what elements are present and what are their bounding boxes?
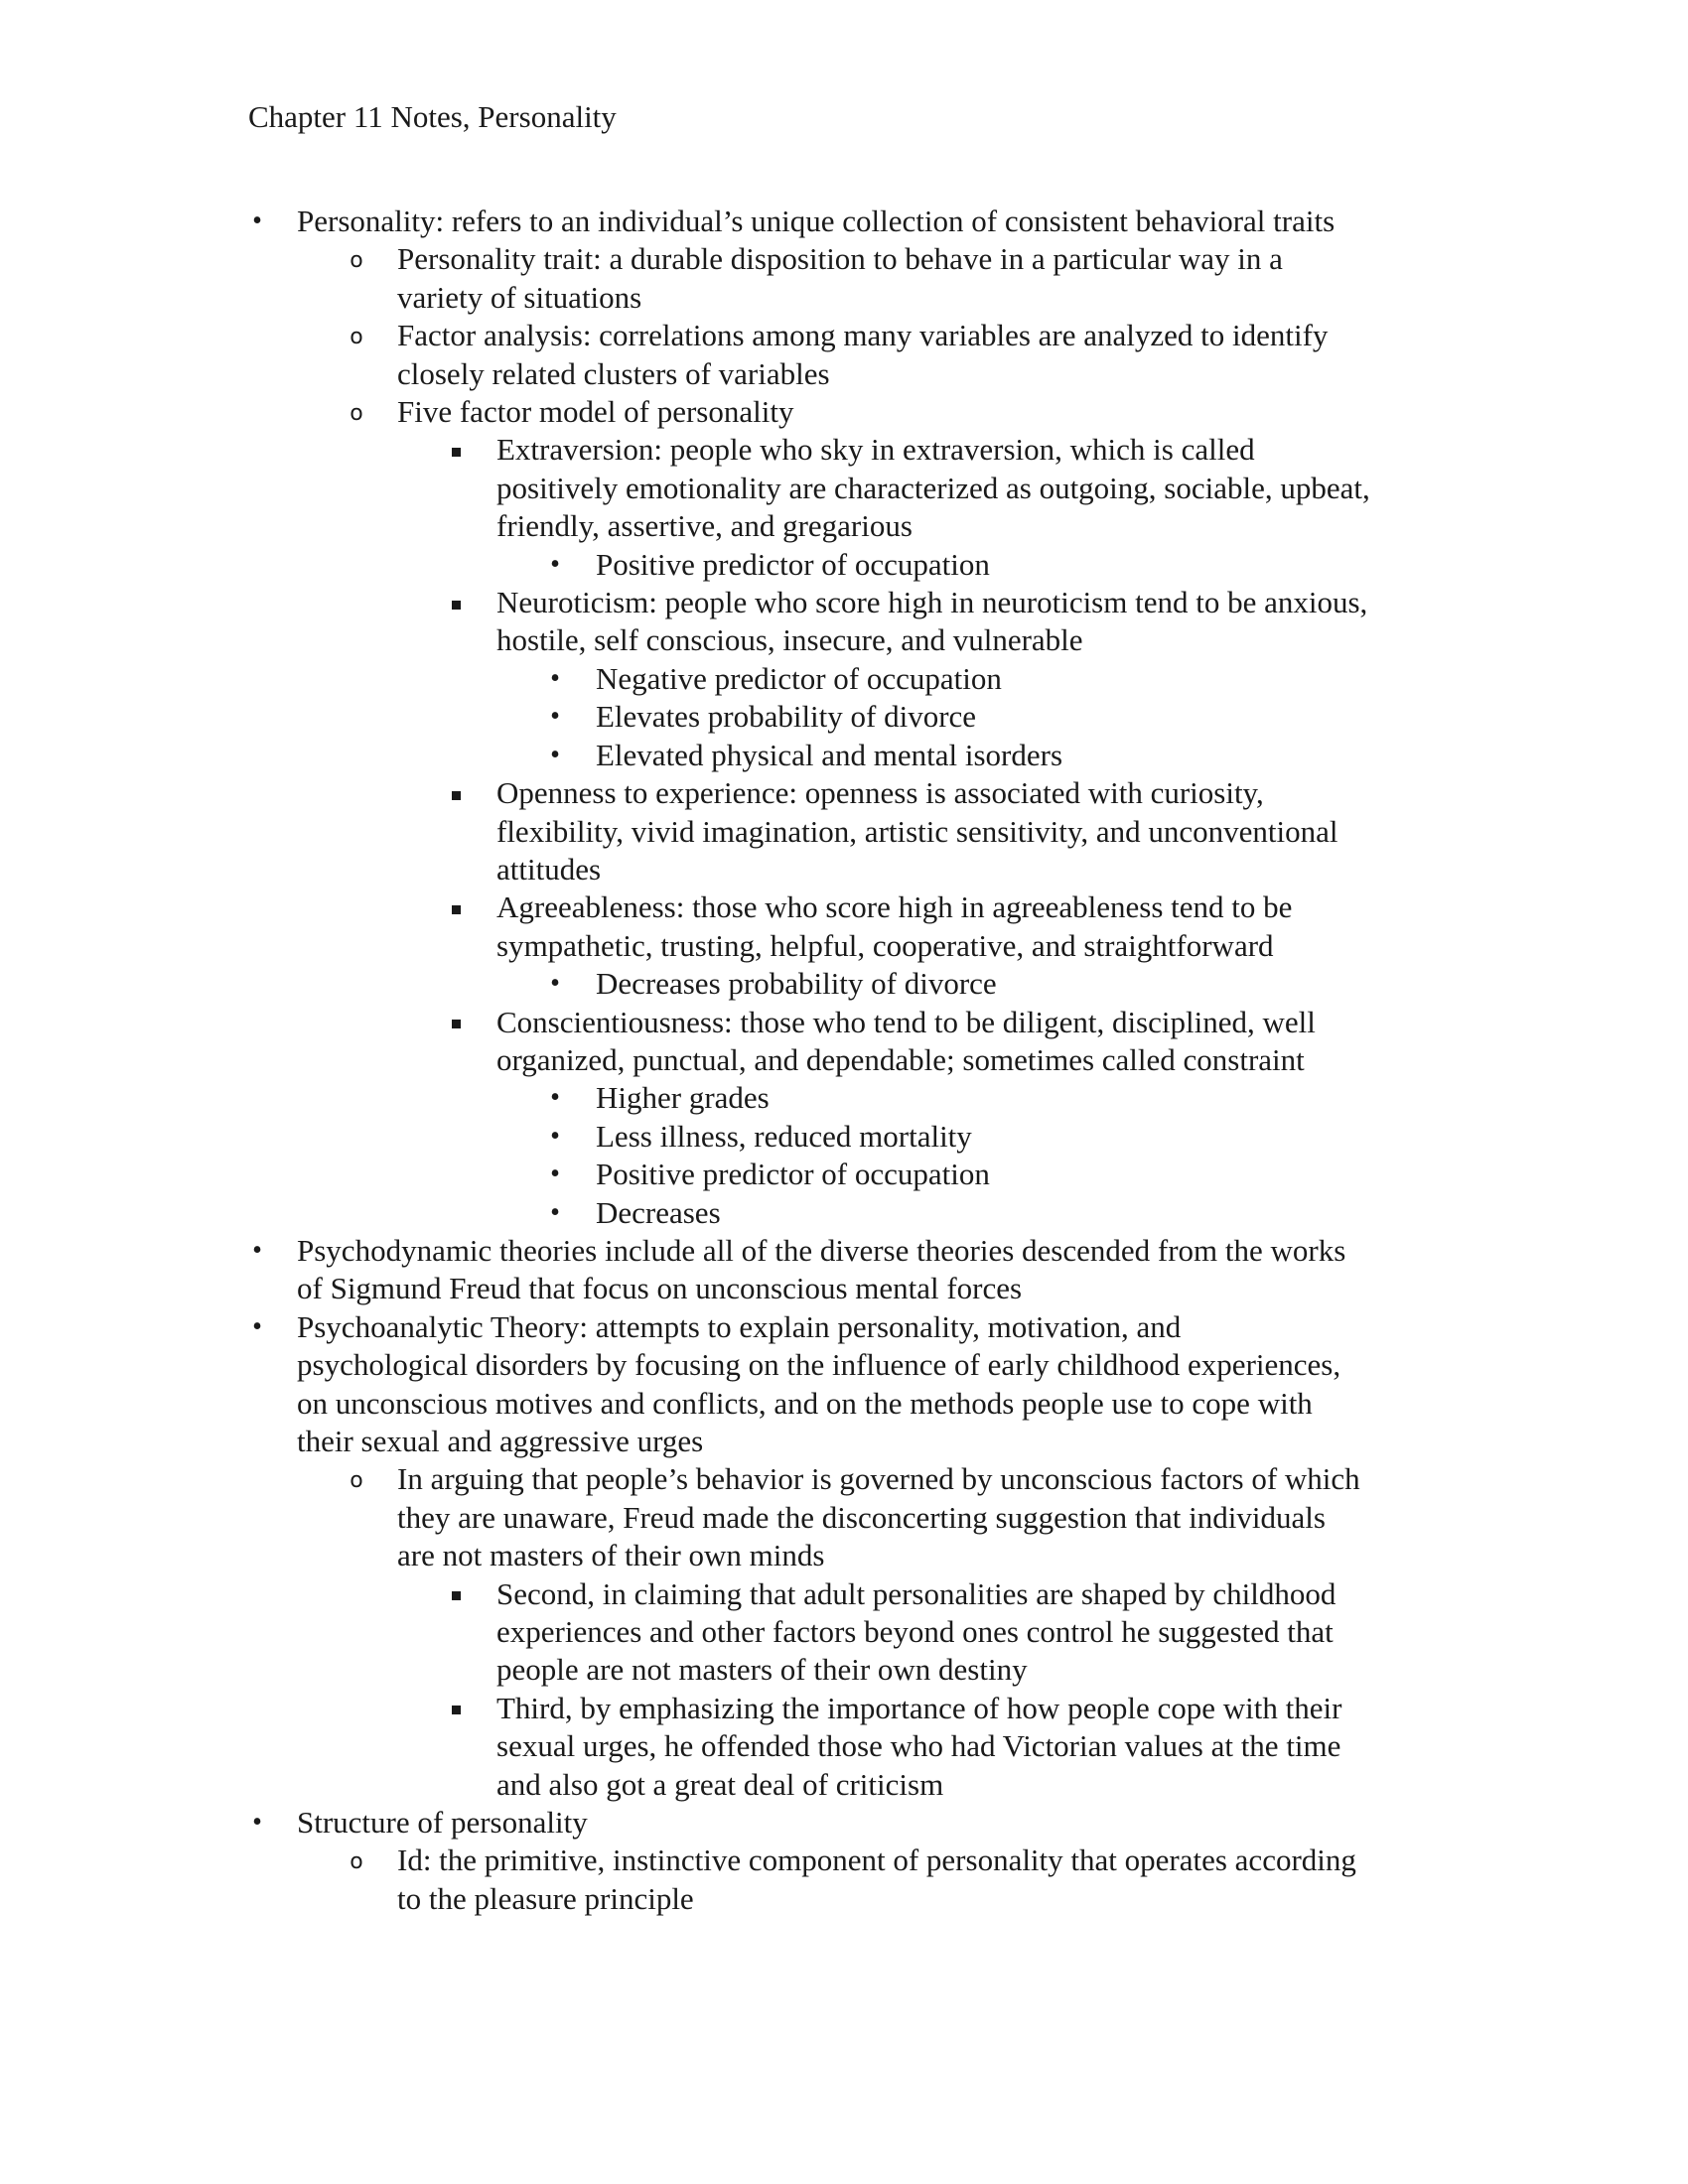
outline-line: [0, 1499, 1688, 1537]
outline-line: [0, 355, 1688, 393]
outline-line: [0, 393, 1688, 431]
outline-line-text: Five factor model of personality: [397, 394, 794, 430]
outline-line-text: Less illness, reduced mortality: [596, 1118, 972, 1154]
outline-line: [0, 1423, 1688, 1460]
outline-line-text: variety of situations: [397, 279, 642, 315]
outline-line: [0, 1804, 1688, 1842]
outline-line-text: Psychodynamic theories include all of the diverse theories descended from the works: [297, 1232, 1346, 1268]
circle-bullet-icon: [342, 1842, 371, 1881]
outline-line-text: Third, by emphasizing the importance of how people cope with their: [496, 1690, 1342, 1725]
outline-line-text: their sexual and aggressive urges: [297, 1424, 704, 1458]
outline-line-text: sexual urges, he offended those who had Victorian values at the time: [496, 1728, 1341, 1764]
dot-bullet-icon: [242, 1804, 272, 1842]
notes-outline: [0, 203, 1688, 1918]
outline-line: [0, 1385, 1688, 1423]
outline-line: [0, 698, 1688, 736]
outline-line: [0, 431, 1688, 469]
outline-line-text: Decreases: [596, 1194, 721, 1230]
outline-line: [0, 737, 1688, 774]
outline-line-text: Positive predictor of occupation: [596, 1157, 990, 1192]
outline-line: [0, 965, 1688, 1003]
outline-line-text: Extraversion: people who sky in extraversion, which is called: [496, 432, 1255, 468]
outline-line: [0, 1613, 1688, 1651]
outline-line-text: of Sigmund Freud that focus on unconscious mental forces: [297, 1271, 1023, 1306]
outline-line: [0, 774, 1688, 812]
document-title: Chapter 11 Notes, Personality: [248, 99, 617, 134]
dot-bullet-icon: [242, 203, 272, 240]
dot-bullet-icon: [540, 1194, 570, 1232]
outline-line-text: psychological disorders by focusing on the influence of early childhood experiences,: [297, 1347, 1341, 1383]
square-bullet-icon: [441, 584, 471, 621]
outline-line: [0, 1880, 1688, 1918]
outline-line-text: on unconscious motives and conflicts, and on the methods people use to cope with: [297, 1385, 1313, 1421]
outline-line: [0, 660, 1688, 698]
square-bullet-icon: [441, 431, 471, 469]
outline-line-text: closely related clusters of variables: [397, 355, 830, 391]
outline-line-text: flexibility, vivid imagination, artistic sensitivity, and unconventional: [496, 813, 1338, 849]
outline-line: [0, 1651, 1688, 1689]
outline-line-text: Elevates probability of divorce: [596, 699, 977, 735]
outline-line: [0, 1079, 1688, 1117]
outline-line-text: Positive predictor of occupation: [596, 546, 990, 582]
dot-bullet-icon: [540, 1079, 570, 1117]
circle-bullet-icon: [342, 317, 371, 356]
outline-line: [0, 1690, 1688, 1727]
square-bullet-icon: [441, 1690, 471, 1727]
outline-line: [0, 584, 1688, 621]
circle-bullet-icon: [342, 1460, 371, 1500]
outline-line: [0, 1537, 1688, 1574]
outline-line-text: Decreases probability of divorce: [596, 966, 997, 1002]
outline-line: [0, 1460, 1688, 1498]
outline-line-text: and also got a great deal of criticism: [496, 1766, 944, 1802]
outline-line: [0, 927, 1688, 965]
outline-line: [0, 621, 1688, 659]
outline-line: [0, 1194, 1688, 1232]
outline-line: [0, 1308, 1688, 1346]
dot-bullet-icon: [540, 1118, 570, 1156]
outline-line-text: Agreeableness: those who score high in agreeableness tend to be: [496, 889, 1293, 925]
dot-bullet-icon: [540, 546, 570, 584]
square-bullet-icon: [441, 1004, 471, 1041]
outline-line-text: to the pleasure principle: [397, 1880, 694, 1916]
outline-line-text: experiences and other factors beyond ones control he suggested that: [496, 1614, 1334, 1650]
circle-bullet-icon: [342, 240, 371, 280]
outline-line-text: Neuroticism: people who score high in neuroticism tend to be anxious,: [496, 585, 1368, 620]
outline-line-text: positively emotionality are characterized as outgoing, sociable, upbeat,: [496, 470, 1370, 505]
outline-line-text: are not masters of their own minds: [397, 1538, 825, 1573]
outline-line-text: Negative predictor of occupation: [596, 660, 1002, 696]
dot-bullet-icon: [540, 660, 570, 698]
outline-line: [0, 317, 1688, 354]
outline-line-text: attitudes: [496, 851, 602, 887]
outline-line-text: sympathetic, trusting, helpful, cooperative, and straightforward: [496, 927, 1274, 963]
dot-bullet-icon: [242, 1308, 272, 1346]
outline-line-text: hostile, self conscious, insecure, and vulnerable: [496, 622, 1083, 658]
outline-line: [0, 203, 1688, 240]
outline-line: [0, 1766, 1688, 1804]
outline-line-text: Conscientiousness: those who tend to be diligent, disciplined, well: [496, 1004, 1316, 1039]
outline-line: [0, 240, 1688, 278]
outline-line-text: In arguing that people’s behavior is governed by unconscious factors of which: [397, 1461, 1360, 1497]
outline-line-text: they are unaware, Freud made the disconcerting suggestion that individuals: [397, 1499, 1326, 1535]
outline-line: [0, 1575, 1688, 1613]
square-bullet-icon: [441, 1575, 471, 1613]
outline-line-text: Id: the primitive, instinctive component of personality that operates according: [397, 1843, 1356, 1878]
outline-line-text: people are not masters of their own destiny: [496, 1652, 1028, 1688]
outline-line: [0, 851, 1688, 888]
outline-line-text: Personality trait: a durable disposition to behave in a particular way in a: [397, 241, 1283, 277]
outline-line-text: Personality: refers to an individual’s unique collection of consistent behavioral traits: [297, 204, 1336, 238]
outline-line: [0, 1156, 1688, 1193]
outline-line-text: friendly, assertive, and gregarious: [496, 508, 913, 544]
outline-line: [0, 1842, 1688, 1879]
outline-line-text: Elevated physical and mental isorders: [596, 737, 1063, 772]
outline-line: [0, 888, 1688, 926]
square-bullet-icon: [441, 888, 471, 926]
dot-bullet-icon: [540, 1156, 570, 1193]
outline-line-text: organized, punctual, and dependable; sometimes called constraint: [496, 1041, 1305, 1077]
outline-line: [0, 279, 1688, 317]
square-bullet-icon: [441, 774, 471, 812]
dot-bullet-icon: [540, 737, 570, 774]
outline-line: [0, 470, 1688, 507]
outline-line-text: Higher grades: [596, 1080, 770, 1116]
outline-line-text: Structure of personality: [297, 1805, 588, 1841]
outline-line: [0, 1232, 1688, 1270]
outline-line: [0, 507, 1688, 545]
outline-line: [0, 1270, 1688, 1307]
outline-line: [0, 1004, 1688, 1041]
outline-line-text: Factor analysis: correlations among many variables are analyzed to identify: [397, 318, 1329, 353]
outline-line: [0, 546, 1688, 584]
outline-line: [0, 1118, 1688, 1156]
circle-bullet-icon: [342, 393, 371, 433]
dot-bullet-icon: [242, 1232, 272, 1270]
outline-line: [0, 1041, 1688, 1079]
outline-line: [0, 1727, 1688, 1765]
outline-line-text: Second, in claiming that adult personalities are shaped by childhood: [496, 1575, 1336, 1611]
outline-line-text: Psychoanalytic Theory: attempts to explain personality, motivation, and: [297, 1308, 1182, 1344]
outline-line-text: Openness to experience: openness is associated with curiosity,: [496, 775, 1264, 811]
dot-bullet-icon: [540, 698, 570, 736]
dot-bullet-icon: [540, 965, 570, 1003]
outline-line: [0, 1346, 1688, 1384]
outline-line: [0, 813, 1688, 851]
